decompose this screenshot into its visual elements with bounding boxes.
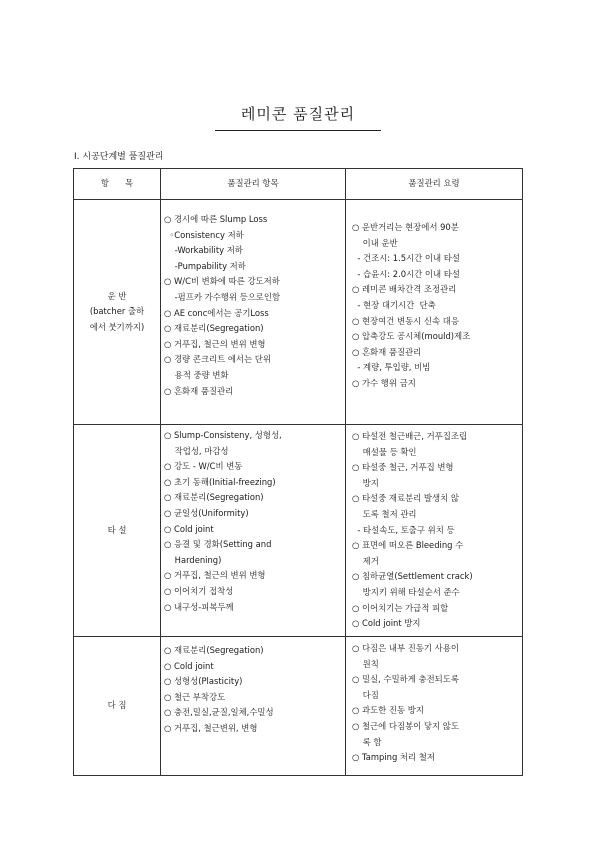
category-label: (batcher 출하	[89, 306, 145, 317]
list-item: 작업성, 마감성	[164, 445, 229, 456]
list-item: ○ 혼화재 품질관리	[164, 385, 234, 396]
list-item: ○ 이어치기 접착성	[164, 585, 234, 596]
quality-methods-cell	[346, 637, 523, 776]
list-item: -Pumpability 저하	[164, 260, 246, 271]
list-item: ○ 밀실, 수밀하게 충전되도록	[352, 674, 459, 685]
category-cell	[74, 425, 161, 637]
table-header-row	[74, 169, 523, 200]
list-item: ○ 재료분리(Segregation)	[164, 323, 264, 334]
list-item: ○ 타설중 철근, 거푸집 변형	[352, 462, 454, 473]
list-item: 도록 철저 관리	[352, 508, 417, 519]
category-cell	[74, 200, 161, 425]
list-item: 록 함	[352, 736, 382, 747]
list-item: ○ W/C비 변화에 따른 강도저하	[164, 276, 280, 287]
list-item: ○ 내구성-피복두께	[164, 601, 234, 612]
list-item: ○ 압축강도 공시체(mould)제조	[352, 331, 471, 342]
list-item: 제거	[352, 555, 379, 566]
category-cell	[74, 637, 161, 776]
list-item: Hardening)	[164, 554, 222, 565]
list-item: ○ 현장여건 변동시 신속 대응	[352, 315, 459, 326]
section-heading: Ⅰ. 시공단계별 품질관리	[74, 152, 164, 162]
table-row	[74, 200, 523, 425]
list-item: ○ 타설중 재료분리 발생치 않	[352, 493, 459, 504]
quality-methods-cell	[346, 425, 523, 637]
list-item: ○ 강도 - W/C비 변동	[164, 461, 243, 472]
quality-items-cell	[161, 425, 346, 637]
quality-methods-cell	[346, 200, 523, 425]
document-title: 레미콘 품질관리	[215, 103, 381, 131]
list-item: ○ 거푸집, 철근의 변위 변형	[164, 338, 266, 349]
list-item: ○ 거푸집, 철근변위, 변형	[164, 722, 258, 733]
list-item: -펌프카 가수행위 등으로인함	[164, 291, 281, 302]
category-label: 에서 붓기까지)	[89, 321, 145, 332]
list-item: ○ 침하균열(Settlement crack)	[352, 571, 473, 582]
list-item: - 건조시: 1.5시간 이내 타설	[352, 253, 460, 264]
list-item: ○ 균일성(Uniformity)	[164, 507, 249, 518]
list-item: - 현장 대기시간 단축	[352, 299, 436, 310]
list-item: ○ 충전,밀실,균질,일체,수밀성	[164, 707, 274, 718]
list-item: 방지	[352, 477, 379, 488]
header-items: 품질관리 항목	[161, 169, 346, 200]
list-item: 다짐	[352, 689, 379, 700]
list-item: -Workability 저하	[164, 245, 243, 256]
list-item: ○ Cold joint	[164, 523, 214, 534]
list-item: ○ 성형성(Plasticity)	[164, 676, 243, 687]
list-item: ○ 재료분리(Segregation)	[164, 645, 264, 655]
list-item: ○ 초기 동해(Initial-freezing)	[164, 476, 276, 487]
list-item: ○ 타설전 철근배근, 거푸집조립	[352, 431, 468, 441]
list-item: 매설물 등 확인	[352, 446, 417, 457]
list-item: ○ 다짐은 내부 진동기 사용이	[352, 643, 459, 653]
list-item: ○ 재료분리(Segregation)	[164, 492, 264, 503]
list-item: ○ 운반거리는 현장에서 90분	[352, 222, 459, 232]
quality-items-cell	[161, 637, 346, 776]
list-item: ○ 혼화재 품질관리	[352, 346, 422, 357]
list-item: ○ Tamping 처리 철저	[352, 752, 435, 763]
category-label: 운 반	[107, 290, 127, 301]
list-item: ○ Cold joint 방지	[352, 618, 421, 629]
list-item: ○ Slump-Consisteny, 성형성,	[164, 430, 282, 440]
list-item: ○ 이어치기는 가급적 피할	[352, 602, 449, 613]
list-item: ○ AE conc에서는 공기Loss	[164, 307, 269, 318]
list-item: ○ 경시에 따른 Slump Loss	[164, 214, 268, 224]
list-item: 이내 운반	[352, 237, 398, 248]
list-item: 원칙	[352, 658, 379, 669]
list-item: - 습윤시: 2.0시간 이내 타설	[352, 268, 460, 279]
table-row	[74, 637, 523, 776]
quality-control-table	[73, 168, 523, 776]
list-item: ○ 레미콘 배차간격 조정관리	[352, 284, 457, 295]
list-item: ○ Cold joint	[164, 660, 214, 671]
table-row	[74, 425, 523, 637]
list-item: - 타설속도, 토출구 위치 등	[352, 524, 455, 535]
category-label: 타 설	[107, 524, 127, 535]
list-item: 용적 중량 변화	[164, 369, 229, 380]
list-item: - 계량, 투입량, 비빔	[352, 362, 431, 373]
list-item: ◦Consistency 저하	[164, 229, 244, 240]
header-methods: 품질관리 요령	[346, 169, 523, 200]
category-label: 다 짐	[107, 700, 127, 711]
header-category: 항 목	[74, 169, 161, 200]
list-item: ○ 응결 및 경화(Setting and	[164, 539, 272, 550]
list-item: ○ 경량 콘크리트 에서는 단위	[164, 354, 271, 365]
list-item: ○ 표면에 떠오른 Bleeding 수	[352, 540, 464, 551]
list-item: ○ 가수 행위 금지	[352, 377, 416, 388]
list-item: ○ 과도한 진동 방지	[352, 705, 424, 716]
quality-items-cell	[161, 200, 346, 425]
list-item: ○ 철근 부착강도	[164, 691, 226, 702]
list-item: ○ 철근에 다짐봉이 닿지 않도	[352, 720, 459, 731]
list-item: 방지키 위해 타설순서 준수	[352, 586, 460, 597]
list-item: ○ 거푸집, 철근의 변위 변형	[164, 570, 266, 581]
